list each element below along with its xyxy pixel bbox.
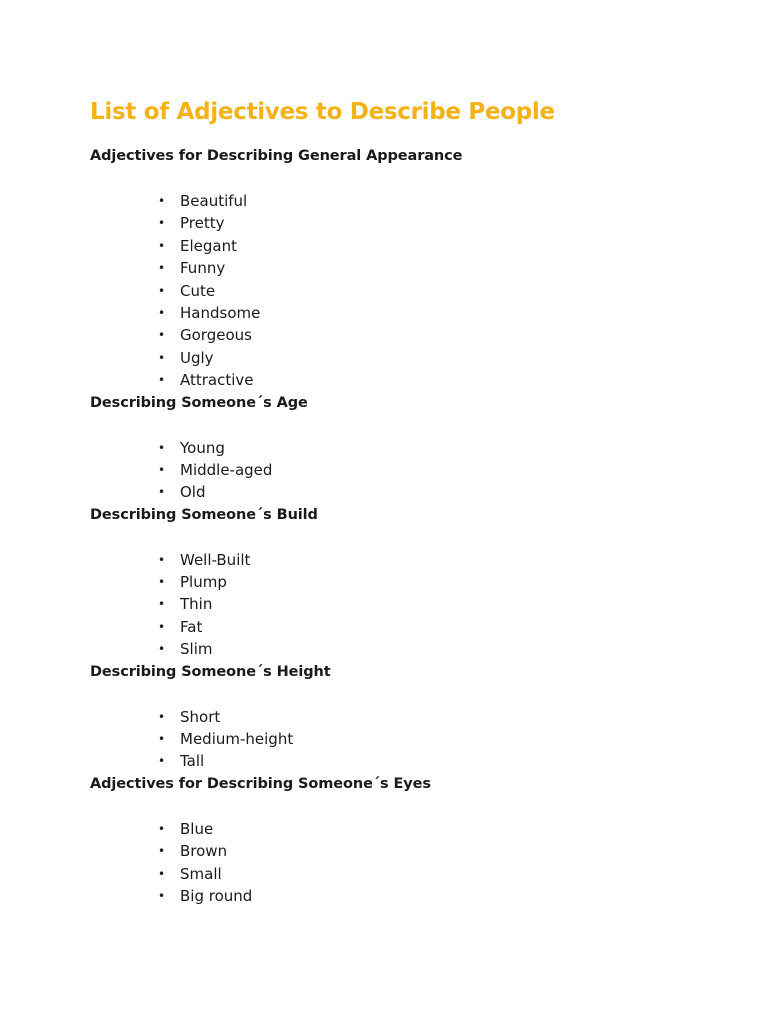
bullet-icon: •: [158, 844, 166, 859]
list-item-label: Attractive: [180, 371, 254, 390]
bullet-icon: •: [158, 328, 166, 343]
list-item-label: Short: [180, 707, 221, 726]
bullet-icon: •: [158, 216, 166, 231]
list-item-label: Gorgeous: [180, 326, 252, 345]
list-item-label: Funny: [180, 259, 226, 278]
adjective-list: [90, 190, 730, 392]
bullet-icon: •: [158, 597, 166, 612]
list-item: [90, 257, 730, 279]
list-item: [90, 459, 730, 481]
list-item: [90, 728, 730, 750]
list-item-label: Ugly: [180, 348, 214, 367]
list-item: [90, 706, 730, 728]
adjective-list: [90, 549, 730, 661]
list-item-label: Old: [180, 483, 206, 502]
list-item-label: Slim: [180, 640, 213, 659]
list-item-label: Small: [180, 864, 222, 883]
list-item: [90, 750, 730, 772]
adjective-list: [90, 437, 730, 504]
bullet-icon: •: [158, 866, 166, 881]
bullet-icon: •: [158, 305, 166, 320]
bullet-icon: •: [158, 238, 166, 253]
list-item: [90, 863, 730, 885]
list-item-label: Blue: [180, 819, 214, 838]
list-item-label: Beautiful: [180, 192, 248, 210]
bullet-icon: •: [158, 350, 166, 365]
list-item: [90, 280, 730, 302]
section-heading: Describing Someone´s Age: [90, 394, 308, 411]
adjective-list: [90, 818, 730, 908]
section-build: [90, 504, 730, 661]
section-general-appearance: [90, 145, 730, 392]
list-item-label: Medium-height: [180, 730, 294, 749]
list-item: [90, 818, 730, 840]
list-item-label: Elegant: [180, 236, 237, 255]
list-item: [90, 549, 730, 571]
list-item: [90, 885, 730, 907]
page-title: List of Adjectives to Describe People: [90, 99, 555, 125]
bullet-icon: •: [158, 575, 166, 590]
list-item: [90, 593, 730, 615]
bullet-icon: •: [158, 261, 166, 276]
section-age: [90, 392, 730, 504]
list-item: [90, 190, 730, 212]
list-item: [90, 638, 730, 660]
list-item: [90, 840, 730, 862]
list-item: [90, 616, 730, 638]
list-item-label: Well-Built: [180, 550, 251, 569]
list-item-label: Cute: [180, 281, 216, 300]
list-item: [90, 235, 730, 257]
bullet-icon: •: [158, 709, 166, 724]
section-heading: Describing Someone´s Height: [90, 663, 331, 680]
bullet-icon: •: [158, 462, 166, 477]
list-item: [90, 369, 730, 391]
adjective-list: [90, 706, 730, 773]
list-item: [90, 302, 730, 324]
bullet-icon: •: [158, 642, 166, 657]
bullet-icon: •: [158, 194, 166, 208]
bullet-icon: •: [158, 552, 166, 567]
list-item: [90, 347, 730, 369]
list-item-label: Big round: [180, 886, 253, 905]
list-item-label: Fat: [180, 617, 203, 636]
bullet-icon: •: [158, 821, 166, 836]
list-item-label: Tall: [180, 752, 205, 771]
document-page: [90, 96, 730, 907]
list-item-label: Thin: [180, 595, 213, 614]
bullet-icon: •: [158, 732, 166, 747]
list-item: [90, 437, 730, 459]
bullet-icon: •: [158, 754, 166, 769]
list-item-label: Pretty: [180, 214, 225, 233]
section-heading: Adjectives for Describing Someone´s Eyes: [90, 775, 431, 792]
bullet-icon: •: [158, 619, 166, 634]
bullet-icon: •: [158, 888, 166, 903]
section-heading: Adjectives for Describing General Appearance: [90, 148, 463, 164]
list-item: [90, 212, 730, 234]
bullet-icon: •: [158, 440, 166, 455]
list-item-label: Middle-aged: [180, 460, 273, 479]
section-heading: Describing Someone´s Build: [90, 506, 318, 523]
list-item-label: Brown: [180, 842, 228, 861]
bullet-icon: •: [158, 485, 166, 500]
section-height: [90, 661, 730, 773]
list-item-label: Plump: [180, 573, 227, 592]
section-eyes: [90, 773, 730, 908]
list-item: [90, 324, 730, 346]
list-item-label: Young: [180, 438, 225, 457]
bullet-icon: •: [158, 373, 166, 388]
list-item-label: Handsome: [180, 303, 261, 322]
list-item: [90, 481, 730, 503]
bullet-icon: •: [158, 283, 166, 298]
list-item: [90, 571, 730, 593]
